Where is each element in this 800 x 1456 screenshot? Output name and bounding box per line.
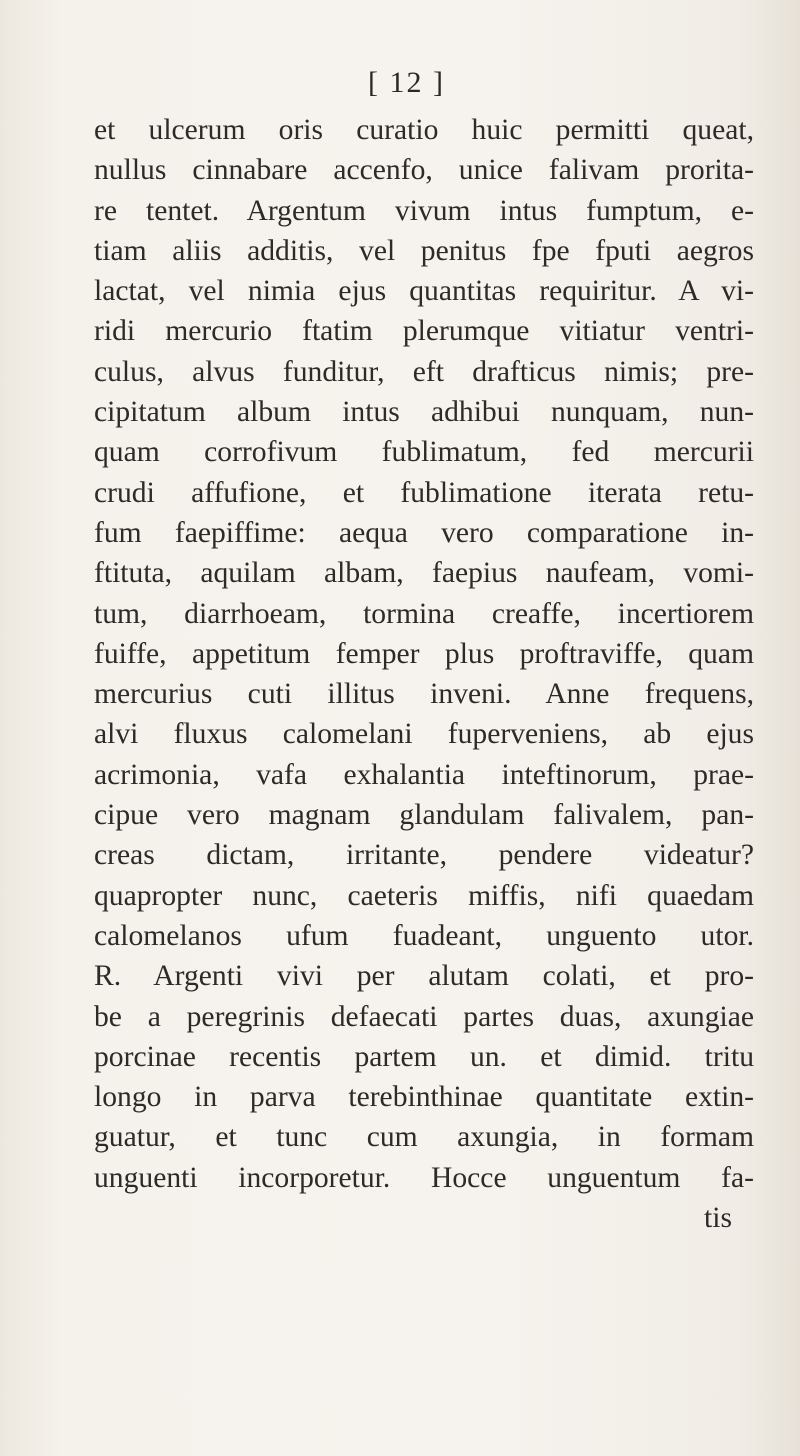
- text-line: et ulcerum oris curatio huic permitti queat,: [94, 114, 754, 146]
- text-line: ridi mercurio ftatim plerumque vitiatur ventri-: [94, 315, 754, 348]
- text-line: tiam aliis additis, vel penitus fpe fputi aegros: [94, 234, 754, 267]
- text-line: acrimonia, vafa exhalantia inteftinorum, prae-: [94, 758, 754, 791]
- text-line: nullus cinnabare accenfo, unice falivam prorita-: [94, 154, 754, 187]
- text-line: fuiffe, appetitum femper plus proftraviffe, quam: [94, 637, 754, 670]
- text-line: re tentet. Argentum vivum intus fumptum, e-: [94, 194, 754, 227]
- text-line: R. Argenti vivi per alutam colati, et pro-: [94, 960, 754, 993]
- text-line: culus, alvus funditur, eft drafticus nimis; pre-: [94, 355, 754, 388]
- catchword: tis: [704, 1202, 732, 1235]
- text-line: quapropter nunc, caeteris miffis, nifi quaedam: [94, 879, 754, 912]
- text-line: be a peregrinis defaecati partes duas, axungiae: [94, 1000, 754, 1033]
- text-line: tum, diarrhoeam, tormina creaffe, incertiorem: [94, 597, 754, 630]
- text-line: unguenti incorporetur. Hocce unguentum fa-: [94, 1161, 754, 1194]
- text-line: guatur, et tunc cum axungia, in formam: [94, 1121, 754, 1154]
- text-line: lactat, vel nimia ejus quantitas requiritur. A vi-: [94, 275, 754, 308]
- text-line: quam corrofivum fublimatum, fed mercurii: [94, 436, 754, 469]
- page-number: [ 12 ]: [368, 66, 445, 99]
- text-line: fum faepiffime: aequa vero comparatione in-: [94, 516, 754, 549]
- text-line: cipue vero magnam glandulam falivalem, pan-: [94, 799, 754, 832]
- text-line: porcinae recentis partem un. et dimid. tritu: [94, 1040, 754, 1073]
- text-line: calomelanos ufum fuadeant, unguento utor.: [94, 919, 754, 952]
- text-line: mercurius cuti illitus inveni. Anne frequens,: [94, 678, 754, 711]
- text-line: creas dictam, irritante, pendere videatur?: [94, 839, 754, 872]
- text-line: alvi fluxus calomelani fuperveniens, ab ejus: [94, 718, 754, 751]
- text-line: crudi affufione, et fublimatione iterata retu-: [94, 476, 754, 509]
- text-line: cipitatum album intus adhibui nunquam, nun-: [94, 396, 754, 429]
- body-text: [94, 110, 754, 1238]
- text-line: ftituta, aquilam albam, faepius naufeam, vomi-: [94, 557, 754, 590]
- text-line: longo in parva terebinthinae quantitate extin-: [94, 1081, 754, 1114]
